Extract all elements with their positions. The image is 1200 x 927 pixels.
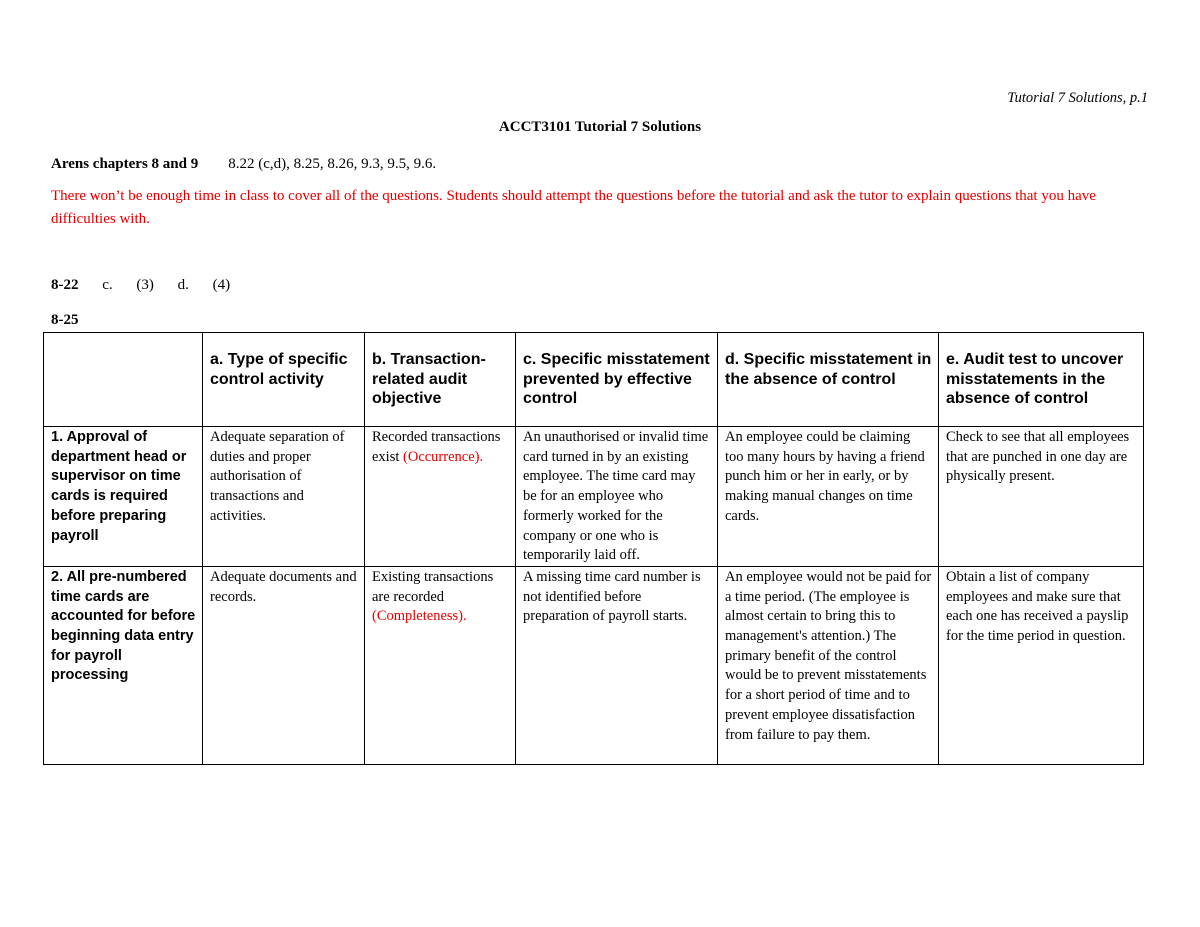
header-misstatement-absence: d. Specific misstatement in the absence of control [718,333,939,427]
header-cell-blank [44,333,203,427]
document-title: ACCT3101 Tutorial 7 Solutions [498,119,702,135]
row-label: 1. Approval of department head or supervisor on time cards is required before preparing payroll [44,427,203,567]
cell-audit-objective [365,427,516,567]
cell-misstatement-prevented: An unauthorised or invalid time card turned in by an existing employee. The time card may be for an employee who formerly worked for the company or one who is temporarily laid off. [516,427,718,567]
objective-tag: (Occurrence). [403,448,484,465]
table-row [44,566,1144,764]
chapters-questions: 8.22 (c,d), 8.25, 8.26, 9.3, 9.5, 9.6. [228,156,437,172]
chapters-line [51,156,436,173]
header-control-type: a. Type of specific control activity [203,333,365,427]
cell-audit-test: Obtain a list of company employees and make sure that each one has received a payslip for the time period in question. [939,566,1144,764]
class-notice: There won’t be enough time in class to cover all of the questions. Students should attempt the questions before the tutorial and ask the tutor to explain questions that you have difficulties with. [51,188,1096,227]
answer-d-label: d. [177,277,189,293]
cell-audit-objective [365,566,516,764]
question-8-22 [51,277,230,294]
cell-misstatement-prevented: A missing time card number is not identified before preparation of payroll starts. [516,566,718,764]
cell-control-type: Adequate separation of duties and proper authorisation of transactions and activities. [203,427,365,567]
objective-text: Existing transactions are recorded [372,568,494,605]
header-audit-objective: b. Transaction-related audit objective [365,333,516,427]
cell-misstatement-absence: An employee would not be paid for a time period. (The employee is almost certain to bring this to management's attention.) The primary benefit of the control would be to prevent misstatements for a short period of time and to prevent employee dissatisfaction from failure to pay them. [718,566,939,764]
question-8-25: 8-25 [51,312,79,328]
table-row [44,427,1144,567]
page-header: Tutorial 7 Solutions, p.1 [1007,90,1148,106]
table-header-row [44,333,1144,427]
row-label: 2. All pre-numbered time cards are accounted for before beginning data entry for payroll processing [44,566,203,764]
question-number: 8-22 [51,277,79,293]
header-audit-test: e. Audit test to uncover misstatements in the absence of control [939,333,1144,427]
cell-control-type: Adequate documents and records. [203,566,365,764]
controls-table [43,332,1144,765]
header-misstatement-prevented: c. Specific misstatement prevented by effective control [516,333,718,427]
answer-d-value: (4) [212,277,231,293]
objective-tag: (Completeness). [372,608,467,625]
answer-c-label: c. [102,277,113,293]
answer-c-value: (3) [136,277,154,293]
cell-audit-test: Check to see that all employees that are punched in one day are physically present. [939,427,1144,567]
cell-misstatement-absence: An employee could be claiming too many hours by having a friend punch him or her in early, or by making manual changes on time cards. [718,427,939,567]
objective-text: Recorded transactions exist [372,429,501,465]
chapters-label: Arens chapters 8 and 9 [51,156,199,172]
